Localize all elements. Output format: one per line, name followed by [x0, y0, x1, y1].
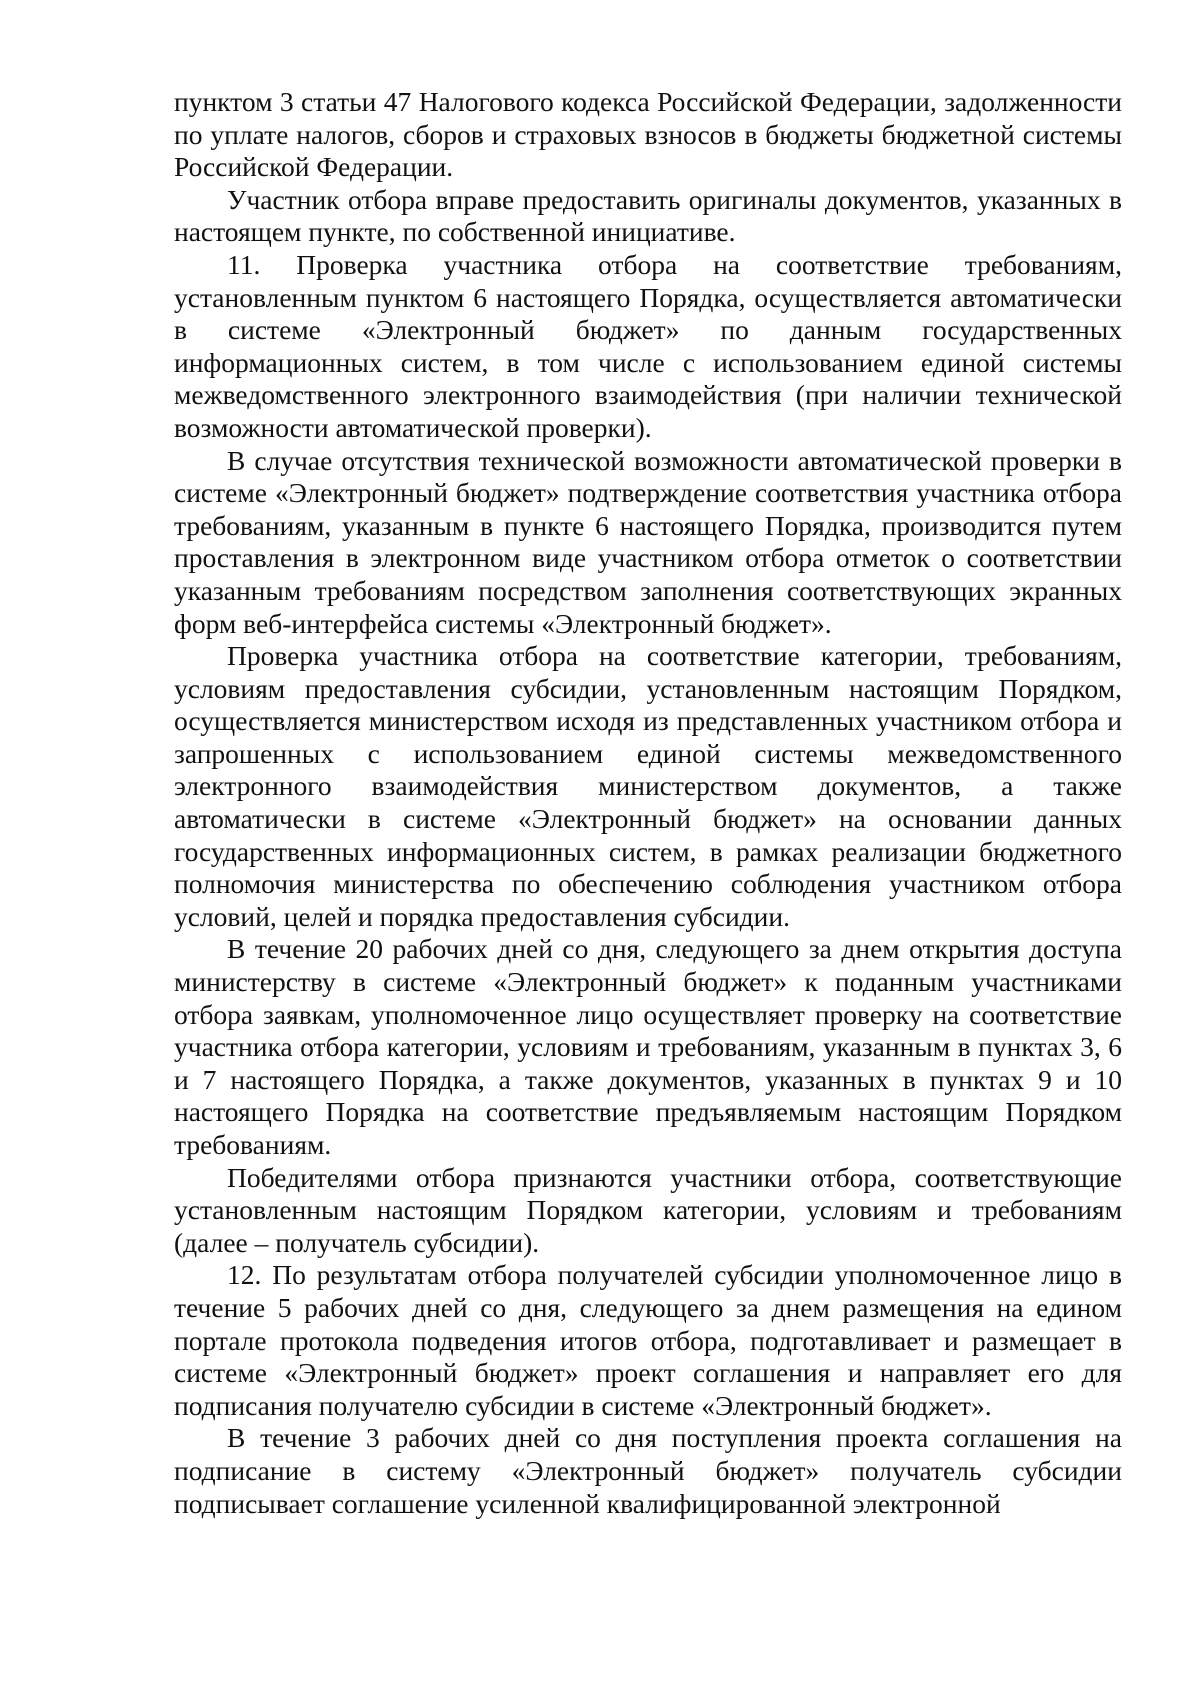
paragraph-20-days-review: В течение 20 рабочих дней со дня, следующего за днем открытия доступа министерству в системе «Электронный бюджет» к поданным участниками отбора заявкам, уполномоченное лицо осуществляет проверку на соответствие участника отбора категории, условиям и требованиям, указанным в пунктах 3, 6 и 7 настоящего Порядка, а также документов, указанных в пунктах 9 и 10 настоящего Порядка на соответствие предъявляемым настоящим Порядком требованиям.: [174, 933, 1122, 1160]
paragraph-item-12: 12. По результатам отбора получателей субсидии уполномоченное лицо в течение 5 рабочих дней со дня, следующего за днем размещения на едином портале протокола подведения итогов отбора, подготавливает и размещает в системе «Электронный бюджет» проект соглашения и направляет его для подписания получателю субсидии в системе «Электронный бюджет».: [174, 1259, 1122, 1421]
paragraph-no-auto-check: В случае отсутствия технической возможности автоматической проверки в системе «Электронный бюджет» подтверждение соответствия участника отбора требованиям, указанным в пункте 6 настоящего Порядка, производится путем проставления в электронном виде участником отбора отметок о соответствии указанным требованиям посредством заполнения соответствующих экранных форм веб-интерфейса системы «Электронный бюджет».: [174, 444, 1122, 639]
paragraph-signing: В течение 3 рабочих дней со дня поступления проекта соглашения на подписание в систему «Электронный бюджет» получатель субсидии подписывает соглашение усиленной квалифицированной электронной: [174, 1422, 1122, 1519]
paragraph-continuation: пунктом 3 статьи 47 Налогового кодекса Российской Федерации, задолженности по уплате налогов, сборов и страховых взносов в бюджеты бюджетной системы Российской Федерации.: [174, 86, 1122, 183]
paragraph-originals-right: Участник отбора вправе предоставить оригиналы документов, указанных в настоящем пункте, по собственной инициативе.: [174, 183, 1122, 248]
paragraph-ministry-check: Проверка участника отбора на соответствие категории, требованиям, условиям предоставления субсидии, установленным настоящим Порядком, осуществляется министерством исходя из представленных участником отбора и запрошенных с использованием единой системы межведомственного электронного взаимодействия министерством документов, а также автоматически в системе «Электронный бюджет» на основании данных государственных информационных систем, в рамках реализации бюджетного полномочия министерства по обеспечению соблюдения участником отбора условий, целей и порядка предоставления субсидии.: [174, 640, 1122, 932]
paragraph-item-11: 11. Проверка участника отбора на соответствие требованиям, установленным пунктом 6 настоящего Порядка, осуществляется автоматически в системе «Электронный бюджет» по данным государственных информационных систем, в том числе с использованием единой системы межведомственного электронного взаимодействия (при наличии технической возможности автоматической проверки).: [174, 248, 1122, 443]
paragraph-winners: Победителями отбора признаются участники отбора, соответствующие установленным настоящим Порядком категории, условиям и требованиям (далее – получатель субсидии).: [174, 1161, 1122, 1258]
document-body: [174, 86, 1122, 1520]
